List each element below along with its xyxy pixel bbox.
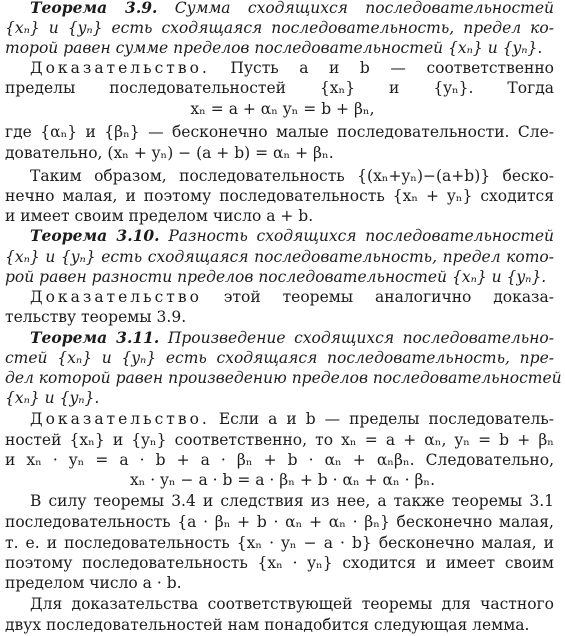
line-text: Сумма сходящихся последовательностей [157,0,554,17]
text-line: т. е. и последовательность {xₙ · yₙ − a · b} бесконечно малая, и [5,534,554,552]
text-line: последовательность {a · βₙ + b · αₙ + αₙ · βₙ} бесконечно малая, [5,513,554,531]
text-line: довательно, (xₙ + yₙ) − (a + b) = αₙ + βₙ. [5,144,334,162]
line-text: Произведение сходящихся последовательно- [159,329,554,347]
text-line: Таким образом, последовательность {(xₙ+yₙ)−(a+b)} беско- [30,167,554,185]
text-line: {xₙ} и {yₙ} есть сходящаяся последовательность, предел ко- [5,19,554,37]
text-line: тельству теоремы 3.9. [5,308,187,326]
line-text: этой теоремы аналогично доказа- [201,288,554,306]
line-text: Пусть a и b — соответственно [209,59,554,77]
text-line [30,226,554,247]
theorem-heading: Теорема 3.10. [30,226,160,245]
text-line: В силу теоремы 3.4 и следствия из нее, а также теоремы 3.1 [30,492,554,510]
text-line: рой равен разности пределов последовательностей {xₙ} и {yₙ}. [5,268,547,286]
text-line: Для доказательства соответствующей теоремы для частного [30,595,554,613]
text-line [30,287,554,308]
text-line: пределы последовательностей {xₙ} и {yₙ}. Тогда [5,79,554,97]
theorem-heading: Теорема 3.9. [30,0,158,17]
text-line: {xₙ} и {yₙ} есть сходящаяся последовательность, предел кото- [5,248,554,266]
theorem-heading: Теорема 3.11. [30,328,160,347]
text-line: {xₙ} и {yₙ}. [5,389,100,407]
line-text: Разность сходящихся последовательностей [159,227,555,245]
text-line: поэтому последовательность {xₙ · yₙ} сходится и имеет своим [5,554,554,572]
text-line: xₙ · yₙ − a · b = a · βₙ + b · αₙ + αₙ · βₙ. [129,471,436,489]
text-line: стей {xₙ} и {yₙ} есть сходящаяся последовательность, пре- [5,349,554,367]
text-line: дел которой равен произведению пределов последовательностей [5,369,562,387]
text-line: двух последовательностей нам понадобится следующая лемма. [5,616,530,634]
text-line [30,58,554,79]
proof-heading: Доказательство. [30,410,210,428]
text-line: где {αₙ} и {βₙ} — бесконечно малые последовательности. Сле- [5,123,554,141]
line-text: Если a и b — пределы последователь- [209,410,554,428]
text-line: и имеет своим пределом число a + b. [5,207,314,225]
text-line: и xₙ · yₙ = a · b + a · βₙ + b · αₙ + αₙβₙ. Следовательно, [5,451,554,469]
text-line: нечно малая, и поэтому последовательность {xₙ + yₙ} сходится [5,187,554,205]
text-line [30,409,554,430]
proof-heading: Доказательство. [30,59,210,77]
proof-heading: Доказательство [30,288,202,306]
text-line [30,328,554,349]
text-line: ностей {xₙ} и {yₙ} соответственно, то xₙ = a + αₙ, yₙ = b + βₙ [5,431,554,449]
text-line: xₙ = a + αₙ yₙ = b + βₙ, [190,100,375,118]
text-line: торой равен сумме пределов последовательностей {xₙ} и {yₙ}. [5,39,543,57]
text-line: пределом число a · b. [5,574,182,592]
text-line [30,0,554,19]
